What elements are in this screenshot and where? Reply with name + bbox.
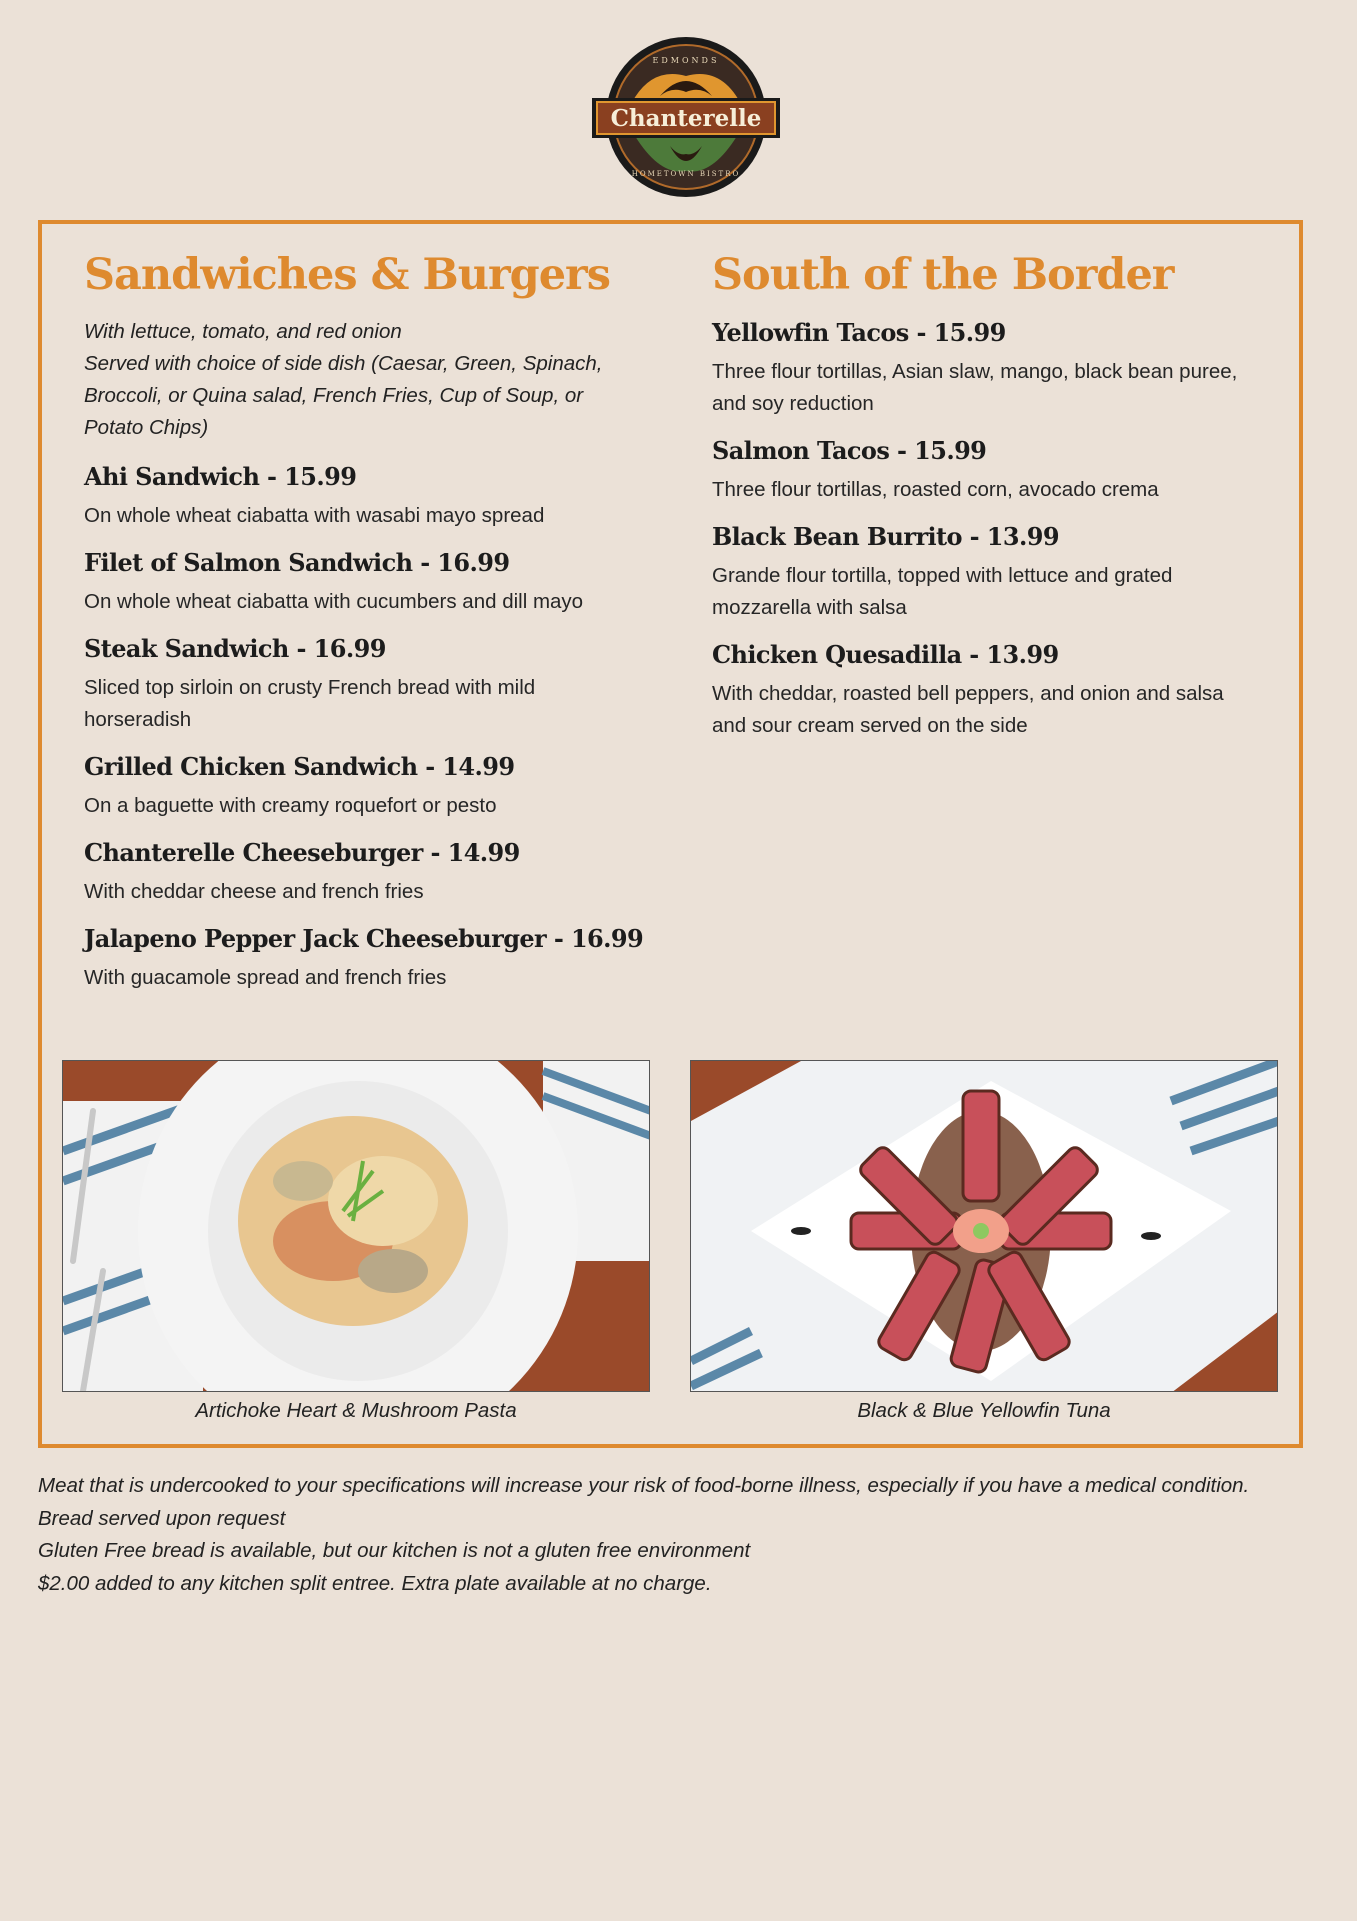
note-line: $2.00 added to any kitchen split entree. Extra plate available at no charge. — [38, 1571, 712, 1595]
menu-item — [84, 750, 644, 822]
south-section — [712, 246, 1252, 756]
note-line: Bread served upon request — [38, 1506, 286, 1530]
menu-item — [712, 520, 1252, 624]
restaurant-logo — [590, 36, 782, 198]
menu-item-desc: With cheddar, roasted bell peppers, and onion and salsa and sour cream served on the side — [712, 682, 1224, 737]
logo-name: Chanterelle — [610, 105, 762, 132]
menu-item-name: Salmon Tacos - 15.99 — [712, 436, 987, 465]
photo-caption: Black & Blue Yellowfin Tuna — [857, 1399, 1111, 1422]
menu-item — [84, 922, 644, 994]
menu-item-desc: Sliced top sirloin on crusty French bread with mild horseradish — [84, 676, 536, 731]
menu-item-name: Steak Sandwich - 16.99 — [84, 634, 386, 663]
menu-item — [712, 434, 1252, 506]
menu-item — [84, 546, 644, 618]
sandwiches-intro — [84, 316, 644, 444]
photo-caption: Artichoke Heart & Mushroom Pasta — [195, 1399, 517, 1422]
menu-item-desc: On whole wheat ciabatta with cucumbers and dill mayo — [84, 590, 584, 613]
menu-item-desc: With cheddar cheese and french fries — [84, 880, 424, 903]
menu-item-desc: On a baguette with creamy roquefort or pesto — [84, 794, 497, 817]
menu-item-name: Filet of Salmon Sandwich - 16.99 — [84, 548, 510, 577]
section-title-sandwiches: Sandwiches & Burgers — [84, 250, 610, 300]
menu-item-name: Black Bean Burrito - 13.99 — [712, 522, 1059, 551]
footer-notes — [38, 1470, 1318, 1600]
menu-item-name: Ahi Sandwich - 15.99 — [84, 462, 357, 491]
menu-item-desc: Three flour tortillas, roasted corn, avocado crema — [712, 478, 1159, 501]
tuna-photo — [690, 1060, 1278, 1392]
menu-item — [84, 632, 644, 736]
menu-item-desc: Three flour tortillas, Asian slaw, mango, black bean puree, and soy reduction — [712, 360, 1238, 415]
menu-item-name: Jalapeno Pepper Jack Cheeseburger - 16.99 — [84, 924, 644, 953]
menu-item — [84, 836, 644, 908]
menu-frame — [38, 220, 1303, 1448]
note-line: Meat that is undercooked to your specifications will increase your risk of food-borne illness, especially if you have a medical condition. — [38, 1474, 1250, 1497]
menu-item-name: Chanterelle Cheeseburger - 14.99 — [84, 838, 520, 867]
menu-item-name: Grilled Chicken Sandwich - 14.99 — [84, 752, 515, 781]
intro-line: Served with choice of side dish (Caesar, Green, Spinach, Broccoli, or Quina salad, French Fries, Cup of Soup, or Potato Chips) — [84, 352, 603, 439]
logo-bottom-text: HOMETOWN BISTRO — [631, 170, 741, 178]
menu-item — [712, 316, 1252, 420]
menu-item-desc: On whole wheat ciabatta with wasabi mayo spread — [84, 504, 545, 527]
sandwiches-section — [84, 246, 644, 1008]
menu-item — [712, 638, 1252, 742]
menu-item-name: Yellowfin Tacos - 15.99 — [712, 318, 1006, 347]
pasta-photo — [62, 1060, 650, 1392]
menu-item-name: Chicken Quesadilla - 13.99 — [712, 640, 1059, 669]
section-title-south: South of the Border — [712, 250, 1174, 300]
menu-item-desc: With guacamole spread and french fries — [84, 966, 447, 989]
logo-top-text: EDMONDS — [652, 56, 720, 65]
menu-item-desc: Grande flour tortilla, topped with lettuce and grated mozzarella with salsa — [712, 564, 1173, 619]
intro-line: With lettuce, tomato, and red onion — [84, 320, 402, 343]
note-line: Gluten Free bread is available, but our kitchen is not a gluten free environment — [38, 1539, 751, 1562]
menu-item — [84, 460, 644, 532]
